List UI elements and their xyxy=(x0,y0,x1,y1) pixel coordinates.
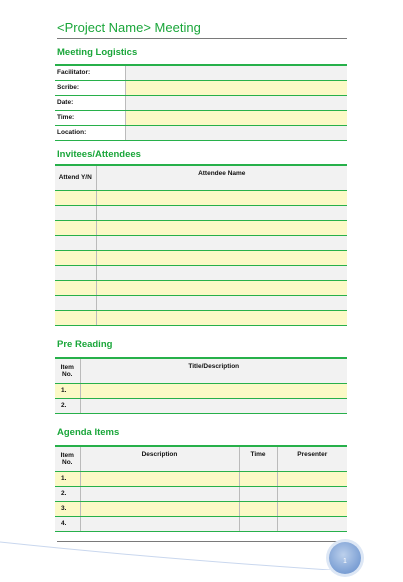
page-title: <Project Name> Meeting xyxy=(57,20,347,39)
attend-field[interactable] xyxy=(55,220,96,235)
title-description-field[interactable] xyxy=(80,398,347,413)
logistics-table xyxy=(55,64,347,141)
table-row xyxy=(55,205,347,220)
attendee-name-field[interactable] xyxy=(96,190,347,205)
item-no-column-header: Item No. xyxy=(55,446,80,471)
attendee-name-column-header: Attendee Name xyxy=(96,165,347,190)
attend-field[interactable] xyxy=(55,250,96,265)
logistics-row xyxy=(55,110,347,125)
agenda-header-row xyxy=(55,446,347,471)
logistics-label: Location: xyxy=(55,125,125,140)
page-number-badge: 1 xyxy=(329,542,361,574)
logistics-row xyxy=(55,80,347,95)
invitees-table xyxy=(55,164,347,326)
attend-field[interactable] xyxy=(55,280,96,295)
attendee-name-field[interactable] xyxy=(96,250,347,265)
description-field[interactable] xyxy=(80,501,239,516)
logistics-heading: Meeting Logistics xyxy=(57,47,138,58)
attend-field[interactable] xyxy=(55,295,96,310)
table-row xyxy=(55,310,347,325)
table-row xyxy=(55,280,347,295)
attendee-name-field[interactable] xyxy=(96,310,347,325)
table-row xyxy=(55,471,347,486)
invitees-header-row xyxy=(55,165,347,190)
prereading-heading: Pre Reading xyxy=(57,339,113,350)
table-row xyxy=(55,250,347,265)
presenter-field[interactable] xyxy=(277,486,347,501)
title-description-column-header: Title/Description xyxy=(80,358,347,383)
logistics-value-field[interactable] xyxy=(125,125,347,140)
logistics-value-field[interactable] xyxy=(125,80,347,95)
logistics-value-field[interactable] xyxy=(125,110,347,125)
logistics-row xyxy=(55,125,347,140)
prereading-table xyxy=(55,357,347,414)
presenter-field[interactable] xyxy=(277,501,347,516)
attend-field[interactable] xyxy=(55,235,96,250)
prereading-header-row xyxy=(55,358,347,383)
table-row xyxy=(55,265,347,280)
agenda-table xyxy=(55,445,347,532)
logistics-row xyxy=(55,95,347,110)
item-number: 1. xyxy=(55,471,80,486)
logistics-row xyxy=(55,65,347,80)
logistics-label: Facilitator: xyxy=(55,65,125,80)
attendee-name-field[interactable] xyxy=(96,235,347,250)
invitees-heading: Invitees/Attendees xyxy=(57,149,141,160)
attendee-name-field[interactable] xyxy=(96,205,347,220)
table-row xyxy=(55,486,347,501)
presenter-column-header: Presenter xyxy=(277,446,347,471)
table-row xyxy=(55,398,347,413)
logistics-value-field[interactable] xyxy=(125,65,347,80)
attend-field[interactable] xyxy=(55,265,96,280)
attend-field[interactable] xyxy=(55,190,96,205)
logistics-label: Time: xyxy=(55,110,125,125)
time-column-header: Time xyxy=(239,446,277,471)
description-column-header: Description xyxy=(80,446,239,471)
attend-column-header: Attend Y/N xyxy=(55,165,96,190)
attend-field[interactable] xyxy=(55,205,96,220)
time-field[interactable] xyxy=(239,501,277,516)
attend-field[interactable] xyxy=(55,310,96,325)
title-description-field[interactable] xyxy=(80,383,347,398)
table-row xyxy=(55,235,347,250)
time-field[interactable] xyxy=(239,486,277,501)
item-no-column-header: Item No. xyxy=(55,358,80,383)
item-number: 3. xyxy=(55,501,80,516)
time-field[interactable] xyxy=(239,471,277,486)
attendee-name-field[interactable] xyxy=(96,265,347,280)
logistics-label: Date: xyxy=(55,95,125,110)
presenter-field[interactable] xyxy=(277,471,347,486)
description-field[interactable] xyxy=(80,471,239,486)
table-row xyxy=(55,190,347,205)
item-number: 4. xyxy=(55,516,80,531)
invitees-rows xyxy=(55,190,347,325)
attendee-name-field[interactable] xyxy=(96,295,347,310)
table-row xyxy=(55,501,347,516)
description-field[interactable] xyxy=(80,486,239,501)
table-row xyxy=(55,220,347,235)
item-number: 2. xyxy=(55,486,80,501)
table-row xyxy=(55,383,347,398)
item-number: 1. xyxy=(55,383,80,398)
logistics-label: Scribe: xyxy=(55,80,125,95)
attendee-name-field[interactable] xyxy=(96,280,347,295)
item-number: 2. xyxy=(55,398,80,413)
logistics-value-field[interactable] xyxy=(125,95,347,110)
table-row xyxy=(55,295,347,310)
agenda-heading: Agenda Items xyxy=(57,427,120,438)
attendee-name-field[interactable] xyxy=(96,220,347,235)
